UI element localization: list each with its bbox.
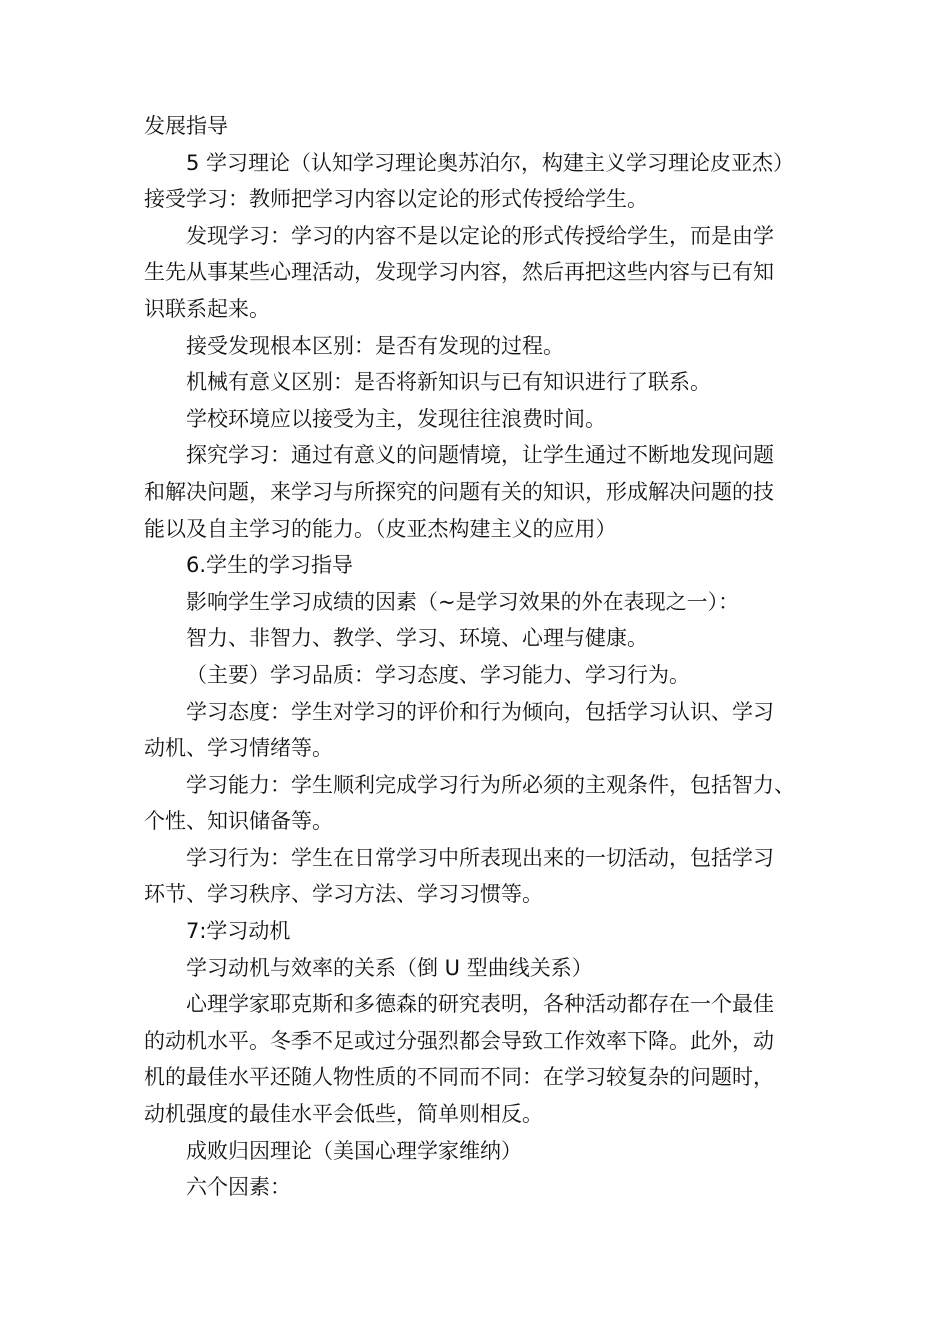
text-line: 探究学习：通过有意义的问题情境，让学生通过不断地发现问题	[186, 443, 774, 468]
document-body	[144, 108, 814, 1206]
text-line: 接受发现根本区别：是否有发现的过程。	[186, 333, 564, 358]
text-line: 影响学生学习成绩的因素（~是学习效果的外在表现之一）：	[186, 589, 740, 614]
text-line: 动机、学习情绪等。	[144, 736, 333, 761]
text-line: 成败归因理论（美国心理学家维纳）	[186, 1138, 522, 1163]
text-line: 学习动机与效率的关系（倒 U 型曲线关系）	[186, 955, 593, 980]
text-line: 的动机水平。冬季不足或过分强烈都会导致工作效率下降。此外，动	[144, 1028, 774, 1053]
text-line: 生先从事某些心理活动，发现学习内容，然后再把这些内容与已有知	[144, 260, 774, 285]
text-line: 5 学习理论（认知学习理论奥苏泊尔，构建主义学习理论皮亚杰）	[186, 150, 795, 175]
section-heading: 6.学生的学习指导	[186, 553, 354, 578]
text-line: 发现学习：学习的内容不是以定论的形式传授给学生，而是由学	[186, 223, 774, 248]
text-line: 个性、知识储备等。	[144, 809, 333, 834]
text-line: 环节、学习秩序、学习方法、学习习惯等。	[144, 882, 543, 907]
section-heading: 7:学习动机	[186, 919, 291, 944]
text-line: 心理学家耶克斯和多德森的研究表明，各种活动都存在一个最佳	[186, 992, 774, 1017]
text-line: 动机强度的最佳水平会低些，简单则相反。	[144, 1102, 543, 1127]
text-line: 学习行为：学生在日常学习中所表现出来的一切活动，包括学习	[186, 845, 774, 870]
text-line: 学校环境应以接受为主，发现往往浪费时间。	[186, 406, 606, 431]
text-line: 接受学习：教师把学习内容以定论的形式传授给学生。	[144, 187, 648, 212]
text-line: 智力、非智力、教学、学习、环境、心理与健康。	[186, 626, 648, 651]
text-line: 识联系起来。	[144, 296, 270, 321]
text-line: （主要）学习品质：学习态度、学习能力、学习行为。	[186, 662, 690, 687]
text-line: 学习态度：学生对学习的评价和行为倾向，包括学习认识、学习	[186, 699, 774, 724]
text-line: 和解决问题，来学习与所探究的问题有关的知识，形成解决问题的技	[144, 479, 774, 504]
text-line: 发展指导	[144, 114, 228, 138]
text-line: 学习能力：学生顺利完成学习行为所必须的主观条件，包括智力、	[186, 772, 795, 797]
text-line: 能以及自主学习的能力。（皮亚杰构建主义的应用）	[144, 516, 617, 541]
text-line: 六个因素：	[186, 1175, 291, 1200]
text-line: 机械有意义区别：是否将新知识与已有知识进行了联系。	[186, 370, 711, 395]
text-line: 机的最佳水平还随人物性质的不同而不同：在学习较复杂的问题时，	[144, 1065, 774, 1090]
